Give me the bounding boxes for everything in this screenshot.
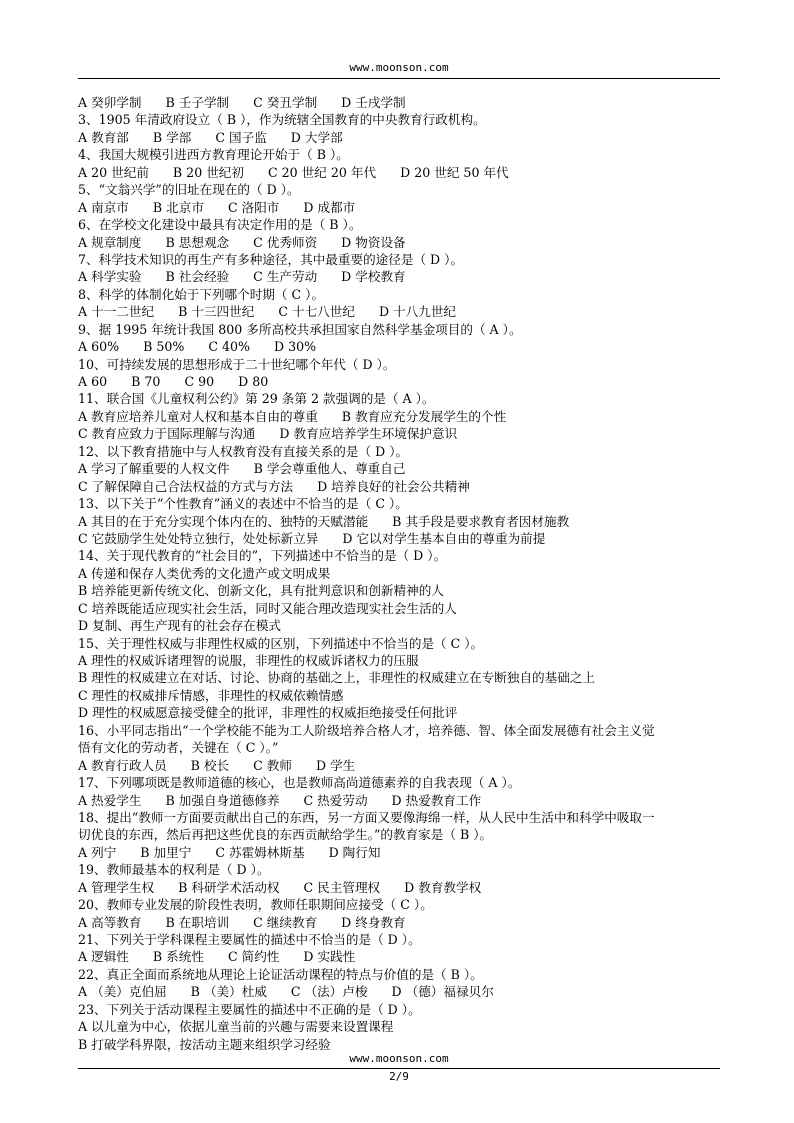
footer-site: www.moonson.com [349, 1052, 449, 1065]
text-line: 3、1905 年清政府设立（ B ），作为统辖全国教育的中央教育行政机构。 [78, 112, 486, 128]
text-line: B 培养能更新传统文化、创新文化，具有批判意识和创新精神的人 [78, 583, 444, 599]
text-line: A 理性的权威诉诸理智的说服，非理性的权威诉诸权力的压服 [78, 653, 419, 668]
text-line: 11、联合国《儿童权利公约》第 29 条第 2 款强调的是（ A ）。 [78, 391, 435, 407]
text-line: 12、以下教育措施中与人权教育没有直接关系的是（ D ）。 [78, 443, 409, 459]
text-line: B 打破学科界限，按活动主题来组织学习经验 [78, 1036, 331, 1052]
text-line: A 教育部 B 学部 C 国子监 D 大学部 [78, 129, 343, 145]
text-line: A 20 世纪前 B 20 世纪初 C 20 世纪 20 年代 D 20 世纪 50 年代 [78, 164, 509, 180]
text-line: 悟有文化的劳动者，关键在（ C ）。” [78, 740, 279, 756]
header-rule [78, 78, 720, 79]
text-line: 14、关于现代教育的“社会目的”，下列描述中不恰当的是（ D ）。 [78, 548, 447, 564]
text-line: 23、下列关于活动课程主要属性的描述中不正确的是（ D ）。 [78, 1001, 421, 1017]
text-line: B 理性的权威建立在对话、讨论、协商的基础之上，非理性的权威建立在专断独自的基础之上 [78, 670, 596, 686]
page-body [78, 94, 728, 1053]
text-line: 8、科学的体制化始于下列哪个时期（ C ）。 [78, 286, 325, 302]
text-line: 4、我国大规模引进西方教育理论开始于（ B ）。 [78, 147, 349, 163]
text-line: 20、教师专业发展的阶段性表明，教师任职期间应接受（ C ）。 [78, 897, 433, 913]
text-line: 21、下列关于学科课程主要属性的描述中不恰当的是（ D ）。 [78, 932, 421, 947]
text-line: 9、据 1995 年统计我国 800 多所高校共承担国家自然科学基金项目的（ A ）。 [78, 321, 522, 337]
text-line: C 了解保障自己合法权益的方式与方法 D 培养良好的社会公共精神 [78, 478, 470, 494]
text-line: 5、“文翁兴学”的旧址在现在的（ D ）。 [78, 182, 300, 198]
text-line: A 南京市 B 北京市 C 洛阳市 D 成都市 [78, 199, 356, 215]
page-number: 2/9 [389, 1070, 409, 1083]
text-line: D 复制、再生产现有的社会存在模式 [78, 618, 282, 634]
text-line: 19、教师最基本的权利是（ D ）。 [78, 862, 270, 878]
text-line: A 十一二世纪 B 十三四世纪 C 十七八世纪 D 十八九世纪 [78, 304, 457, 320]
text-line: A 列宁 B 加里宁 C 苏霍姆林斯基 D 陶行知 [78, 844, 381, 860]
text-line: A 规章制度 B 思想观念 C 优秀师资 D 物资设备 [78, 234, 406, 250]
text-line: A 60 B 70 C 90 D 80 [78, 374, 269, 389]
text-line: 18、提出“教师一方面要贡献出自己的东西，另一方面又要像海绵一样，从人民中生活中和科学中吸取一 [78, 809, 655, 825]
text-line: 6、在学校文化建设中最具有决定作用的是（ B ）。 [78, 217, 362, 233]
text-line: D 理性的权威愿意接受健全的批评，非理性的权威拒绝接受任何批评 [78, 705, 458, 721]
text-line: A 以儿童为中心，依据儿童当前的兴趣与需要来设置课程 [78, 1019, 394, 1035]
text-line: 7、科学技术知识的再生产有多种途径，其中最重要的途径是（ D ）。 [78, 251, 464, 267]
text-line: A 管理学生权 B 科研学术活动权 C 民主管理权 D 教育教学权 [78, 879, 482, 895]
text-line: 13、以下关于“个性教育”涵义的表述中不恰当的是（ C ）。 [78, 496, 408, 512]
text-line: A 传递和保存人类优秀的文化遗产或文明成果 [78, 565, 331, 581]
text-line: 17、下列哪项既是教师道德的核心，也是教师高尚道德素养的自我表现（ A ）。 [78, 775, 521, 791]
text-line: 15、关于理性权威与非理性权威的区别，下列描述中不恰当的是（ C ）。 [78, 635, 484, 651]
text-line: 16、小平同志指出“一个学校能不能为工人阶级培养合格人才，培养德、智、体全面发展德有社会主义觉 [78, 722, 655, 738]
text-line: A 60% B 50% C 40% D 30% [78, 339, 317, 355]
text-line: A 科学实验 B 社会经验 C 生产劳动 D 学校教育 [78, 269, 406, 285]
text-line: A 高等教育 B 在职培训 C 继续教育 D 终身教育 [78, 914, 406, 930]
text-line: A 教育应培养儿童对人权和基本自由的尊重 B 教育应充分发展学生的个性 [78, 408, 507, 424]
text-line: 切优良的东西，然后再把这些优良的东西贡献给学生。”的教育家是（ B ）。 [78, 827, 493, 843]
text-line: A 其目的在于充分实现个体内在的、独特的天赋潜能 B 其手段是要求教育者因材施教 [78, 513, 570, 529]
text-line: C 它鼓励学生处处特立独行，处处标新立异 D 它以对学生基本自由的尊重为前提 [78, 530, 546, 546]
text-line: A 癸卯学制 B 壬子学制 C 癸丑学制 D 壬戌学制 [78, 95, 406, 110]
text-line: C 培养既能适应现实社会生活，同时又能合理改造现实社会生活的人 [78, 600, 457, 616]
text-line: A 学习了解重要的人权文件 B 学会尊重他人、尊重自己 [78, 461, 406, 477]
text-line: C 理性的权威排斥情感，非理性的权威依赖情感 [78, 687, 344, 703]
text-line: A 教育行政人员 B 校长 C 教师 D 学生 [78, 757, 356, 773]
text-line: A 逻辑性 B 系统性 C 简约性 D 实践性 [78, 949, 356, 965]
text-line: 22、真正全面而系统地从理论上论证活动课程的特点与价值的是（ B ）。 [78, 966, 483, 982]
text-line: A （美）克伯屈 B （美）杜威 C （法）卢梭 D （德）福禄贝尔 [78, 984, 494, 1000]
text-line: A 热爱学生 B 加强自身道德修养 C 热爱劳动 D 热爱教育工作 [78, 792, 482, 808]
text-line: 10、可持续发展的思想形成于二十世纪哪个年代（ D ）。 [78, 356, 396, 372]
header-site: www.moonson.com [349, 61, 449, 74]
footer-rule [78, 1068, 720, 1069]
text-line: C 教育应致力于国际理解与沟通 D 教育应培养学生环境保护意识 [78, 426, 458, 442]
